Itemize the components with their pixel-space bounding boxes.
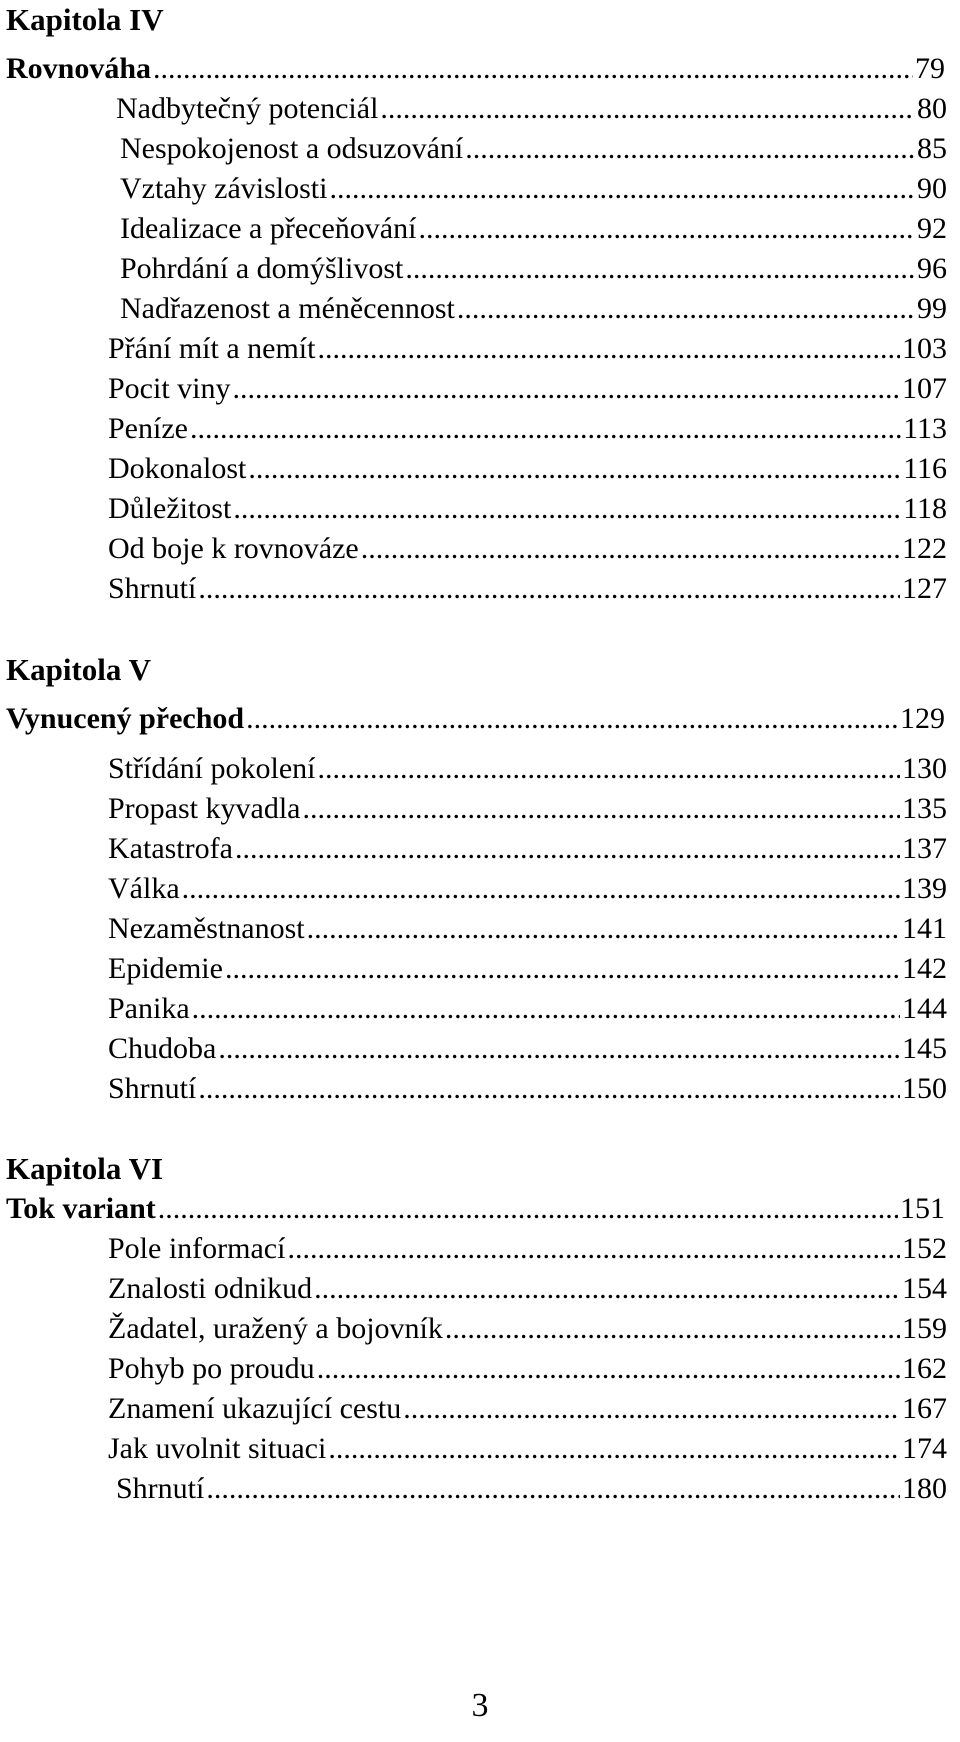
entry-title: Pohyb po proudu [108,1352,315,1385]
dot-leader [158,1189,898,1229]
toc-entry [108,1229,947,1269]
dot-leader [192,989,900,1029]
entry-title: Nadbytečný potenciál [116,92,379,125]
dot-leader [445,1309,900,1349]
entry-page: 159 [902,1312,947,1345]
entry-title: Přání mít a nemít [108,332,316,365]
entry-page: 90 [917,172,947,205]
entry-page: 122 [902,532,947,565]
dot-leader [246,699,898,739]
entry-page: 85 [917,132,947,165]
dot-leader [287,1229,900,1269]
entry-page: 116 [903,452,947,485]
entry-page: 127 [902,572,947,605]
chapter-heading: Kapitola VI [6,1151,164,1186]
entry-page: 107 [902,372,947,405]
entry-title: Propast kyvadla [108,792,301,825]
toc-main-entry [6,699,945,739]
dot-leader [198,569,900,609]
toc-entry [108,1029,947,1069]
toc-entry [120,289,947,329]
toc-entry [108,1429,947,1469]
entry-title: Žadatel, uražený a bojovník [108,1312,443,1345]
entry-page: 96 [917,252,947,285]
entry-title: Vztahy závislosti [120,172,328,205]
dot-leader [317,329,900,369]
entry-title: Pohrdání a domýšlivost [120,252,404,285]
entry-title: Epidemie [108,952,223,985]
toc-entry [108,569,947,609]
entry-page: 139 [902,872,947,905]
entry-title: Shrnutí [108,1072,197,1105]
entry-title: Dokonalost [108,452,247,485]
entry-page: 113 [903,412,947,445]
toc-entry [108,529,947,569]
dot-leader [190,409,901,449]
entry-title: Válka [108,872,180,905]
toc-entry [116,1469,947,1509]
entry-title: Idealizace a přeceňování [120,212,417,245]
toc-entry [120,129,947,169]
toc-entry [108,749,947,789]
toc-entry [108,329,947,369]
entry-page: 79 [915,52,945,85]
toc-entry [108,1269,947,1309]
entry-title: Nezaměstnanost [108,912,305,945]
entry-title: Důležitost [108,492,232,525]
entry-title: Nadřazenost a méněcennost [120,292,455,325]
entry-page: 135 [902,792,947,825]
toc-entry [120,169,947,209]
dot-leader [418,209,915,249]
dot-leader [218,1029,900,1069]
entry-page: 167 [902,1392,947,1425]
entry-title: Tok variant [6,1192,156,1225]
entry-page: 180 [902,1472,947,1505]
dot-leader [457,289,915,329]
dot-leader [317,1349,900,1389]
toc-entry [116,89,947,129]
toc-entry [120,209,947,249]
entry-page: 103 [902,332,947,365]
toc-entry [108,909,947,949]
entry-title: Znamení ukazující cestu [108,1392,402,1425]
dot-leader [248,449,901,489]
entry-title: Peníze [108,412,188,445]
entry-page: 129 [900,702,945,735]
dot-leader [329,169,915,209]
entry-page: 162 [902,1352,947,1385]
entry-page: 144 [902,992,947,1025]
dot-leader [307,909,900,949]
dot-leader [314,1269,900,1309]
entry-title: Pocit viny [108,372,231,405]
entry-title: Od boje k rovnováze [108,532,359,565]
dot-leader [328,1429,900,1469]
entry-page: 118 [903,492,947,525]
dot-leader [403,1389,900,1429]
entry-title: Znalosti odnikud [108,1272,313,1305]
entry-page: 92 [917,212,947,245]
toc-entry [108,1309,947,1349]
dot-leader [235,829,900,869]
entry-title: Panika [108,992,190,1025]
toc-entry [108,989,947,1029]
toc-entry [108,789,947,829]
entry-title: Pole informací [108,1232,286,1265]
entry-page: 154 [902,1272,947,1305]
toc-entry [108,409,947,449]
entry-page: 145 [902,1032,947,1065]
dot-leader [206,1469,900,1509]
dot-leader [233,369,900,409]
entry-page: 80 [917,92,947,125]
dot-leader [153,49,913,89]
entry-page: 130 [902,752,947,785]
dot-leader [182,869,900,909]
toc-entry [108,489,947,529]
entry-page: 152 [902,1232,947,1265]
toc-entry [108,1069,947,1109]
entry-page: 150 [902,1072,947,1105]
dot-leader [317,749,900,789]
dot-leader [302,789,900,829]
entry-title: Katastrofa [108,832,233,865]
toc-entry [108,829,947,869]
entry-title: Shrnutí [108,572,197,605]
toc-entry [108,369,947,409]
entry-page: 141 [902,912,947,945]
entry-page: 151 [900,1192,945,1225]
dot-leader [465,129,915,169]
toc-entry [120,249,947,289]
dot-leader [225,949,900,989]
entry-title: Vynucený přechod [6,702,245,735]
dot-leader [233,489,901,529]
entry-page: 137 [902,832,947,865]
toc-entry [108,1389,947,1429]
dot-leader [361,529,900,569]
toc-entry [108,869,947,909]
toc-main-entry [6,1189,945,1229]
entry-title: Rovnováha [6,52,152,85]
dot-leader [380,89,915,129]
entry-page: 99 [917,292,947,325]
entry-title: Chudoba [108,1032,217,1065]
page-number: 3 [471,1687,489,1724]
toc-entry [108,1349,947,1389]
entry-title: Shrnutí [116,1472,205,1505]
entry-title: Jak uvolnit situaci [108,1432,327,1465]
entry-page: 174 [902,1432,947,1465]
entry-page: 142 [902,952,947,985]
entry-title: Střídání pokolení [108,752,316,785]
toc-entry [108,449,947,489]
chapter-heading: Kapitola V [6,652,151,687]
toc-entry [108,949,947,989]
entry-title: Nespokojenost a odsuzování [120,132,464,165]
dot-leader [198,1069,900,1109]
toc-main-entry [6,49,945,89]
dot-leader [405,249,915,289]
chapter-heading: Kapitola IV [6,2,164,37]
